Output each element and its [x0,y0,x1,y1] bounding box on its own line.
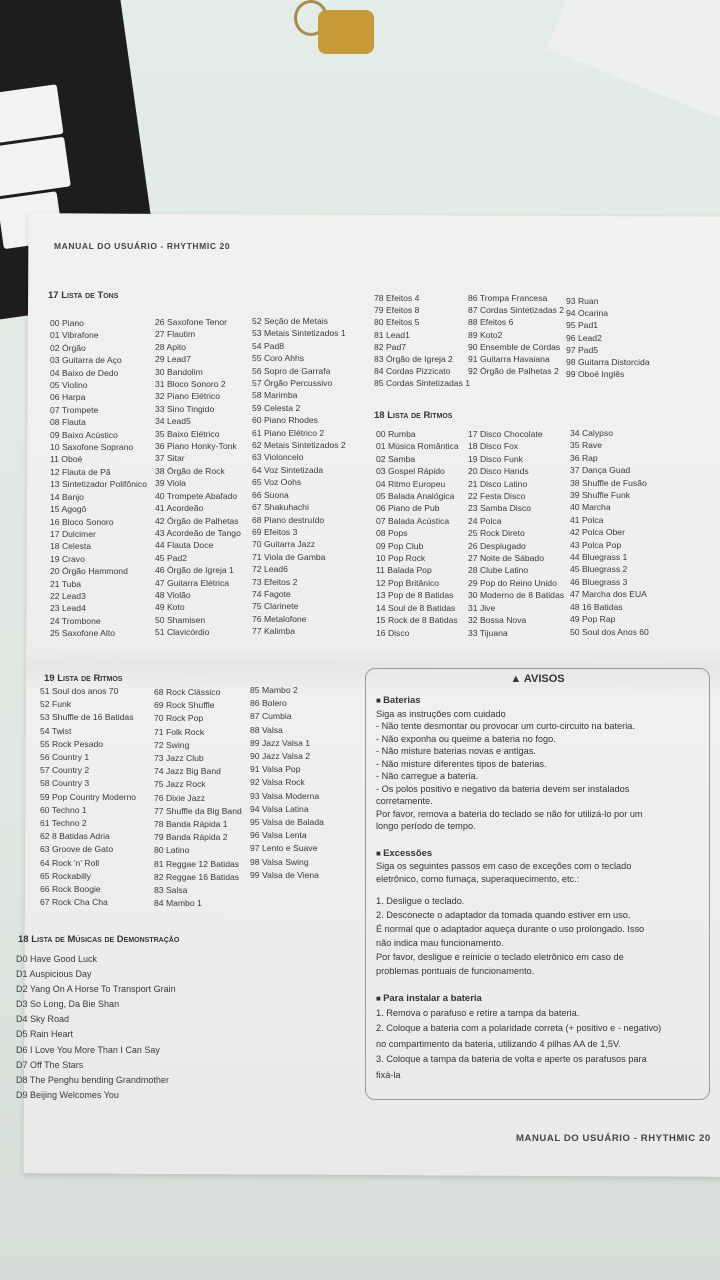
list-item: 55 Coro Ahhs [252,353,305,364]
list-item: 3. Coloque a tampa da bateria de volta e aperte os parafusos para [376,1054,647,1064]
list-item: 63 Groove de Gato [40,844,114,855]
list-item: 97 Pad5 [566,344,599,355]
list-item: 44 Flauta Doce [155,540,214,551]
list-item: 2. Coloque a bateria com a polaridade correta (+ positivo e - negativo) [376,1023,662,1033]
list-item: 91 Valsa Pop [250,764,301,775]
list-item: 58 Country 3 [40,778,90,789]
notebook [547,0,720,123]
list-item: 99 Valsa de Viena [250,869,319,880]
warnings-title: ▲ AVISOS [510,673,565,685]
list-item: 96 Lead2 [566,332,602,343]
list-item: 72 Swing [154,739,190,750]
list-item: 53 Shuffle de 16 Batidas [40,712,134,723]
list-item: D3 So Long, Da Bie Shan [16,999,120,1010]
list-item: 36 Rap [570,452,598,463]
list-item: 34 Calypso [570,428,613,438]
list-item: 07 Balada Acústica [376,515,450,526]
list-item: 89 Jazz Valsa 1 [250,737,311,748]
list-item: 08 Pops [376,528,408,539]
list-item: 99 Oboé Inglês [566,369,625,380]
list-item: 56 Sopro de Garrafa [252,365,331,376]
list-item: D4 Sky Road [16,1014,70,1025]
list-item: 83 Órgão de Igreja 2 [374,354,453,365]
list-item: 20 Órgão Hammond [50,566,128,577]
list-item: 94 Valsa Latina [250,803,309,814]
list-item: 57 Country 2 [40,765,90,776]
install-heading: ■ Para instalar a bateria [376,993,699,1006]
list-item: D2 Yang On A Horse To Transport Grain [16,984,176,995]
list-item: 98 Guitarra Distorcida [566,357,650,368]
list-item: 14 Banjo [50,491,84,502]
list-item: 26 Desplugado [468,540,526,551]
rhythms-title-2: 19 Lista de Ritmos [44,673,123,684]
list-item: 13 Pop de 8 Batidas [376,590,454,601]
list-item: fixá-la [376,1069,401,1080]
list-item: 65 Rockabilly [40,870,92,881]
list-item: 66 Rock Boogie [40,884,101,895]
batteries-heading: ■ Baterias [376,695,699,708]
list-item: 69 Efeitos 3 [252,526,298,537]
list-item: 74 Jazz Big Band [154,766,221,777]
list-item: 55 Rock Pesado [40,738,104,749]
list-item: 24 Trombone [50,615,101,626]
list-item: 50 Soul dos Anos 60 [570,626,649,637]
list-item: 39 Shuffle Funk [570,490,631,501]
list-item: D1 Auspicious Day [16,969,92,980]
list-item: 25 Saxofone Alto [50,628,115,639]
list-item: 74 Fagote [252,588,291,599]
list-item: 18 Celesta [50,541,92,552]
list-item: 98 Valsa Swing [250,856,309,867]
list-item: 96 Valsa Lenta [250,830,307,841]
list-item: 75 Clarinete [252,601,299,612]
list-item: 2. Desconecte o adaptador da tomada quando estiver em uso. [376,910,631,920]
list-item: problemas pontuais de funcionamento. [376,966,535,976]
list-item: 70 Rock Pop [154,713,204,724]
list-item: 02 Samba [376,453,416,464]
list-item: 84 Cordas Pizzicato [374,366,451,377]
list-item: 82 Pad7 [374,341,407,352]
list-item: 82 Reggae 16 Batidas [154,871,240,882]
list-item: 38 Shuffle de Fusão [570,477,647,488]
list-item: D0 Have Good Luck [16,954,98,964]
list-item: 35 Baixo Elétrico [155,428,220,439]
list-item: 85 Mambo 2 [250,685,298,695]
list-item: 15 Rock de 8 Batidas [376,615,458,626]
list-item: 17 Dulcimer [50,528,96,539]
list-item: 23 Lead4 [50,603,86,614]
list-item: 77 Kalimba [252,626,295,637]
list-item: 79 Banda Rápida 2 [154,832,228,843]
list-item: 47 Marcha dos EUA [570,589,647,600]
page-footer: MANUAL DO USUÁRIO - RHYTHMIC 20 [516,1133,711,1144]
list-item: 06 Harpa [50,392,86,403]
list-column [468,292,564,377]
list-item: 19 Cravo [50,553,85,564]
list-item: 86 Bolero [250,698,287,709]
list-item: - Os polos positivo e negativo da bateria devem ser instalados [376,783,630,794]
list-item: D5 Rain Heart [16,1029,74,1040]
list-item: 48 16 Batidas [570,601,623,612]
list-item: 41 Acordeão [155,503,204,514]
list-item: 12 Pop Britânico [376,577,440,588]
list-item: 22 Lead3 [50,590,86,601]
list-item: 84 Mambo 1 [154,898,202,909]
list-item: 22 Festa Disco [468,491,526,502]
rhythms-title: 18 Lista de Ritmos [374,410,453,421]
list-item: 71 Viola de Gamba [252,551,326,562]
list-item: 95 Pad1 [566,320,599,331]
list-item: 08 Flauta [50,417,86,428]
list-item: 67 Shakuhachi [252,502,309,513]
list-item: 31 Jive [468,602,496,613]
list-item: 00 Piano [50,318,84,328]
list-item: 78 Banda Rápida 1 [154,819,228,830]
list-item: 68 Piano destruído [252,514,325,525]
list-item: 85 Cordas Sintetizadas 1 [374,378,471,389]
list-item: 61 Techno 2 [40,818,87,829]
list-item: 28 Apito [155,341,187,352]
list-item: Por favor, remova a bateria do teclado se não for utilizá-lo por um [376,808,643,819]
list-column [570,427,649,638]
list-item: 59 Pop Country Moderno [40,791,137,802]
list-item: 76 Dixie Jazz [154,792,206,803]
list-item: 19 Disco Funk [468,453,523,464]
list-item: 33 Sino Tingido [155,403,215,414]
list-item: 87 Cumbia [250,711,292,722]
list-item: 79 Efeitos 8 [374,305,420,316]
list-item: 64 Voz Sintetizada [252,464,324,475]
list-item: 39 Viola [155,478,186,489]
list-item: 78 Efeitos 4 [374,293,420,303]
list-item: 88 Efeitos 6 [468,317,514,328]
list-item: 00 Rumba [376,429,416,439]
list-item: 92 Órgão de Palhetas 2 [468,366,559,377]
list-item: 77 Shuffle da Big Band [154,805,242,816]
list-item: 86 Trompa Francesa [468,293,548,303]
list-item: 32 Bossa Nova [468,615,527,626]
list-column [468,428,564,639]
list-item: 50 Shamisen [155,614,206,625]
list-item: Siga os seguintes passos em caso de exceções com o teclado [376,861,632,871]
list-item: É normal que o adaptador aqueça durante o uso prolongado. Isso [376,924,645,934]
ring [318,10,374,54]
list-item: 63 Violoncelo [252,452,304,463]
list-item: 75 Jazz Rock [154,779,206,790]
list-item: 38 Órgão de Rock [155,465,225,476]
list-item: 92 Valsa Rock [250,777,305,788]
list-item: 46 Bluegrass 3 [570,576,628,587]
list-item: 93 Valsa Moderna [250,790,320,801]
list-item: 30 Bandolim [155,366,203,377]
list-item: 66 Suona [252,489,289,500]
list-item: 44 Bluegrass 1 [570,552,628,563]
list-item: 20 Disco Hands [468,466,529,477]
list-column [376,428,459,639]
list-item: 21 Tuba [50,578,82,589]
list-item: 29 Pop do Reino Unido [468,577,557,588]
list-item: 80 Efeitos 5 [374,317,420,328]
list-item: D6 I Love You More Than I Can Say [16,1044,160,1055]
list-item: 15 Agogô [50,504,87,515]
list-item: 46 Órgão de Igreja 1 [155,565,234,576]
list-item: - Não exponha ou queime a bateria no fogo. [376,733,556,744]
list-item: 54 Pad8 [252,340,285,351]
list-item: 45 Pad2 [155,552,188,563]
list-item: 90 Ensemble de Cordas [468,341,561,352]
list-column [50,317,147,640]
list-item: 01 Vibrafone [50,330,99,341]
list-item: 40 Trompete Abafado [155,490,238,501]
list-item: 21 Disco Latino [468,478,528,489]
list-item: 51 Soul dos anos 70 [40,686,119,696]
list-column [376,1006,699,1084]
list-item: 76 Metalofone [252,613,307,624]
list-column [374,292,470,390]
list-item: 52 Seção de Metais [252,316,328,326]
list-item: 52 Funk [40,699,72,710]
list-column [154,686,242,910]
list-item: 43 Polca Pop [570,539,622,550]
list-item: 53 Metais Sintetizados 1 [252,328,346,339]
demo-title: 18 Lista de Músicas de Demonstração [18,934,180,945]
list-column [376,860,699,885]
list-item: - Não tente desmontar ou provocar um curto-circuito na bateria. [376,721,635,731]
list-item: 45 Bluegrass 2 [570,564,628,575]
list-item: - Não carregue a bateria. [376,771,479,781]
list-item: 03 Gospel Rápido [376,466,445,477]
list-item: 10 Pop Rock [376,553,426,564]
list-item: 26 Saxofone Tenor [155,317,227,327]
list-item: 62 8 Batidas Adria [40,831,110,842]
list-item: 67 Rock Cha Cha [40,897,108,908]
tones-title: 17 Lista de Tons [48,290,119,301]
list-item: - Não misture diferentes tipos de baterias. [376,758,547,769]
list-item: 37 Sitar [155,453,185,464]
list-column [16,952,176,1103]
list-item: 42 Polca Ober [570,527,625,538]
list-column [250,684,324,882]
list-item: 68 Rock Clássico [154,687,221,697]
list-item: 57 Órgão Percussivo [252,378,333,389]
list-item: 14 Soul de 8 Batidas [376,602,456,613]
list-item: 42 Órgão de Palhetas [155,515,239,526]
list-item: 29 Lead7 [155,354,191,365]
list-column [566,295,650,380]
list-item: 48 Violão [155,589,191,600]
list-item: 59 Celesta 2 [252,402,301,413]
list-item: no compartimento da bateria, utilizando 4 pilhas AA de 1,5V. [376,1038,621,1049]
list-item: 91 Guitarra Havaiana [468,354,550,365]
list-column [252,315,346,638]
list-item: 88 Valsa [250,724,283,735]
list-item: 80 Latino [154,845,190,856]
list-item: 90 Jazz Valsa 2 [250,751,311,762]
list-item: 32 Piano Elétrico [155,391,220,402]
list-item: 25 Rock Direto [468,528,525,539]
list-item: 04 Ritmo Europeu [376,478,446,489]
list-item: 43 Acordeão de Tango [155,527,241,538]
list-item: 11 Oboé [50,454,83,465]
list-item: 36 Piano Honky-Tonk [155,441,237,452]
list-item: 03 Guitarra de Aço [50,355,122,366]
list-item: 31 Bloco Sonoro 2 [155,379,226,390]
list-item: 73 Jazz Club [154,753,204,764]
list-item: 49 Pop Rap [570,614,616,625]
list-item: 27 Flautim [155,329,196,340]
list-item: 28 Clube Latino [468,565,529,576]
list-item: 87 Cordas Sintetizadas 2 [468,305,565,316]
list-item: - Não misture baterias novas e antigas. [376,746,536,756]
list-item: 95 Valsa de Balada [250,817,324,828]
list-item: 27 Noite de Sábado [468,553,544,564]
list-item: 30 Moderno de 8 Batidas [468,590,565,601]
list-item: 01 Música Romântica [376,441,459,452]
list-item: 56 Country 1 [40,752,90,763]
list-item: 17 Disco Chocolate [468,429,543,439]
warnings-box [365,668,710,1100]
exceptions-heading: ■ Excessões [376,848,699,861]
list-item: 60 Techno 1 [40,804,87,815]
list-item: 73 Efeitos 2 [252,576,298,587]
list-item: 58 Marimba [252,390,298,401]
list-item: 65 Voz Oohs [252,477,302,488]
list-item: 05 Violino [50,380,88,391]
list-item: 09 Baixo Acústico [50,429,118,440]
list-item: corretamente. [376,796,433,806]
list-item: 02 Órgão [50,342,86,353]
list-item: D8 The Penghu bending Grandmother [16,1074,169,1085]
list-column [40,685,136,909]
list-item: 1. Remova o parafuso e retire a tampa da bateria. [376,1007,580,1018]
list-item: 47 Guitarra Elétrica [155,577,230,588]
list-item: 94 Ocarina [566,308,609,319]
list-item: 04 Baixo de Dedo [50,367,119,378]
list-item: 89 Koto2 [468,329,503,340]
list-item: 71 Folk Rock [154,726,205,737]
list-item: 51 Clavicórdio [155,627,210,638]
list-item: 18 Disco Fox [468,441,519,452]
list-item: 33 Tijuana [468,627,508,638]
list-item: Siga as instruções com cuidado [376,708,506,719]
list-item: 09 Pop Club [376,540,424,551]
list-item: 83 Salsa [154,885,188,896]
list-item: longo período de tempo. [376,821,476,831]
list-item: não indica mau funcionamento. [376,938,504,948]
list-item: D7 Off The Stars [16,1059,84,1070]
list-item: 81 Lead1 [374,329,410,340]
list-item: 54 Twist [40,725,72,736]
list-column [376,894,699,978]
list-item: 93 Ruan [566,296,599,306]
page-header: MANUAL DO USUÁRIO - RHYTHMIC 20 [54,241,231,251]
list-item: 69 Rock Shuffle [154,700,215,711]
list-item: 37 Dança Guad [570,465,631,476]
list-item: 16 Bloco Sonoro [50,516,114,527]
list-item: 07 Trompete [50,404,99,415]
list-column [155,316,241,639]
list-item: 62 Metais Sintetizados 2 [252,440,346,451]
list-item: eletrônico, como fumaça, superaquecimento, etc.: [376,873,580,884]
list-item: 24 Polca [468,515,502,526]
list-item: D9 Beijing Welcomes You [16,1089,119,1100]
list-item: 34 Lead5 [155,416,191,427]
list-column [376,708,699,833]
list-item: 05 Balada Analógica [376,491,455,502]
list-item: 49 Koto [155,602,185,613]
list-item: 72 Lead6 [252,564,288,575]
list-item: 41 Polca [570,514,604,525]
list-item: 16 Disco [376,627,410,638]
list-item: 12 Flauta de Pã [50,466,111,477]
list-item: 23 Samba Disco [468,503,532,514]
list-item: 10 Saxofone Soprano [50,442,134,453]
list-item: 81 Reggae 12 Batidas [154,858,240,869]
list-item: Por favor, desligue e reinicie o teclado eletrônico em caso de [376,952,624,962]
list-item: 13 Sintetizador Polifônico [50,479,147,490]
list-item: 40 Marcha [570,502,611,513]
list-item: 06 Piano de Pub [376,503,440,514]
list-item: 1. Desligue o teclado. [376,896,465,906]
list-item: 70 Guitarra Jazz [252,539,316,550]
list-item: 35 Rave [570,440,603,451]
list-item: 64 Rock 'n' Roll [40,857,100,868]
list-item: 61 Piano Elétrico 2 [252,427,325,438]
list-item: 11 Balada Pop [376,565,432,576]
list-item: 97 Lento e Suave [250,843,318,854]
list-item: 60 Piano Rhodes [252,415,318,426]
